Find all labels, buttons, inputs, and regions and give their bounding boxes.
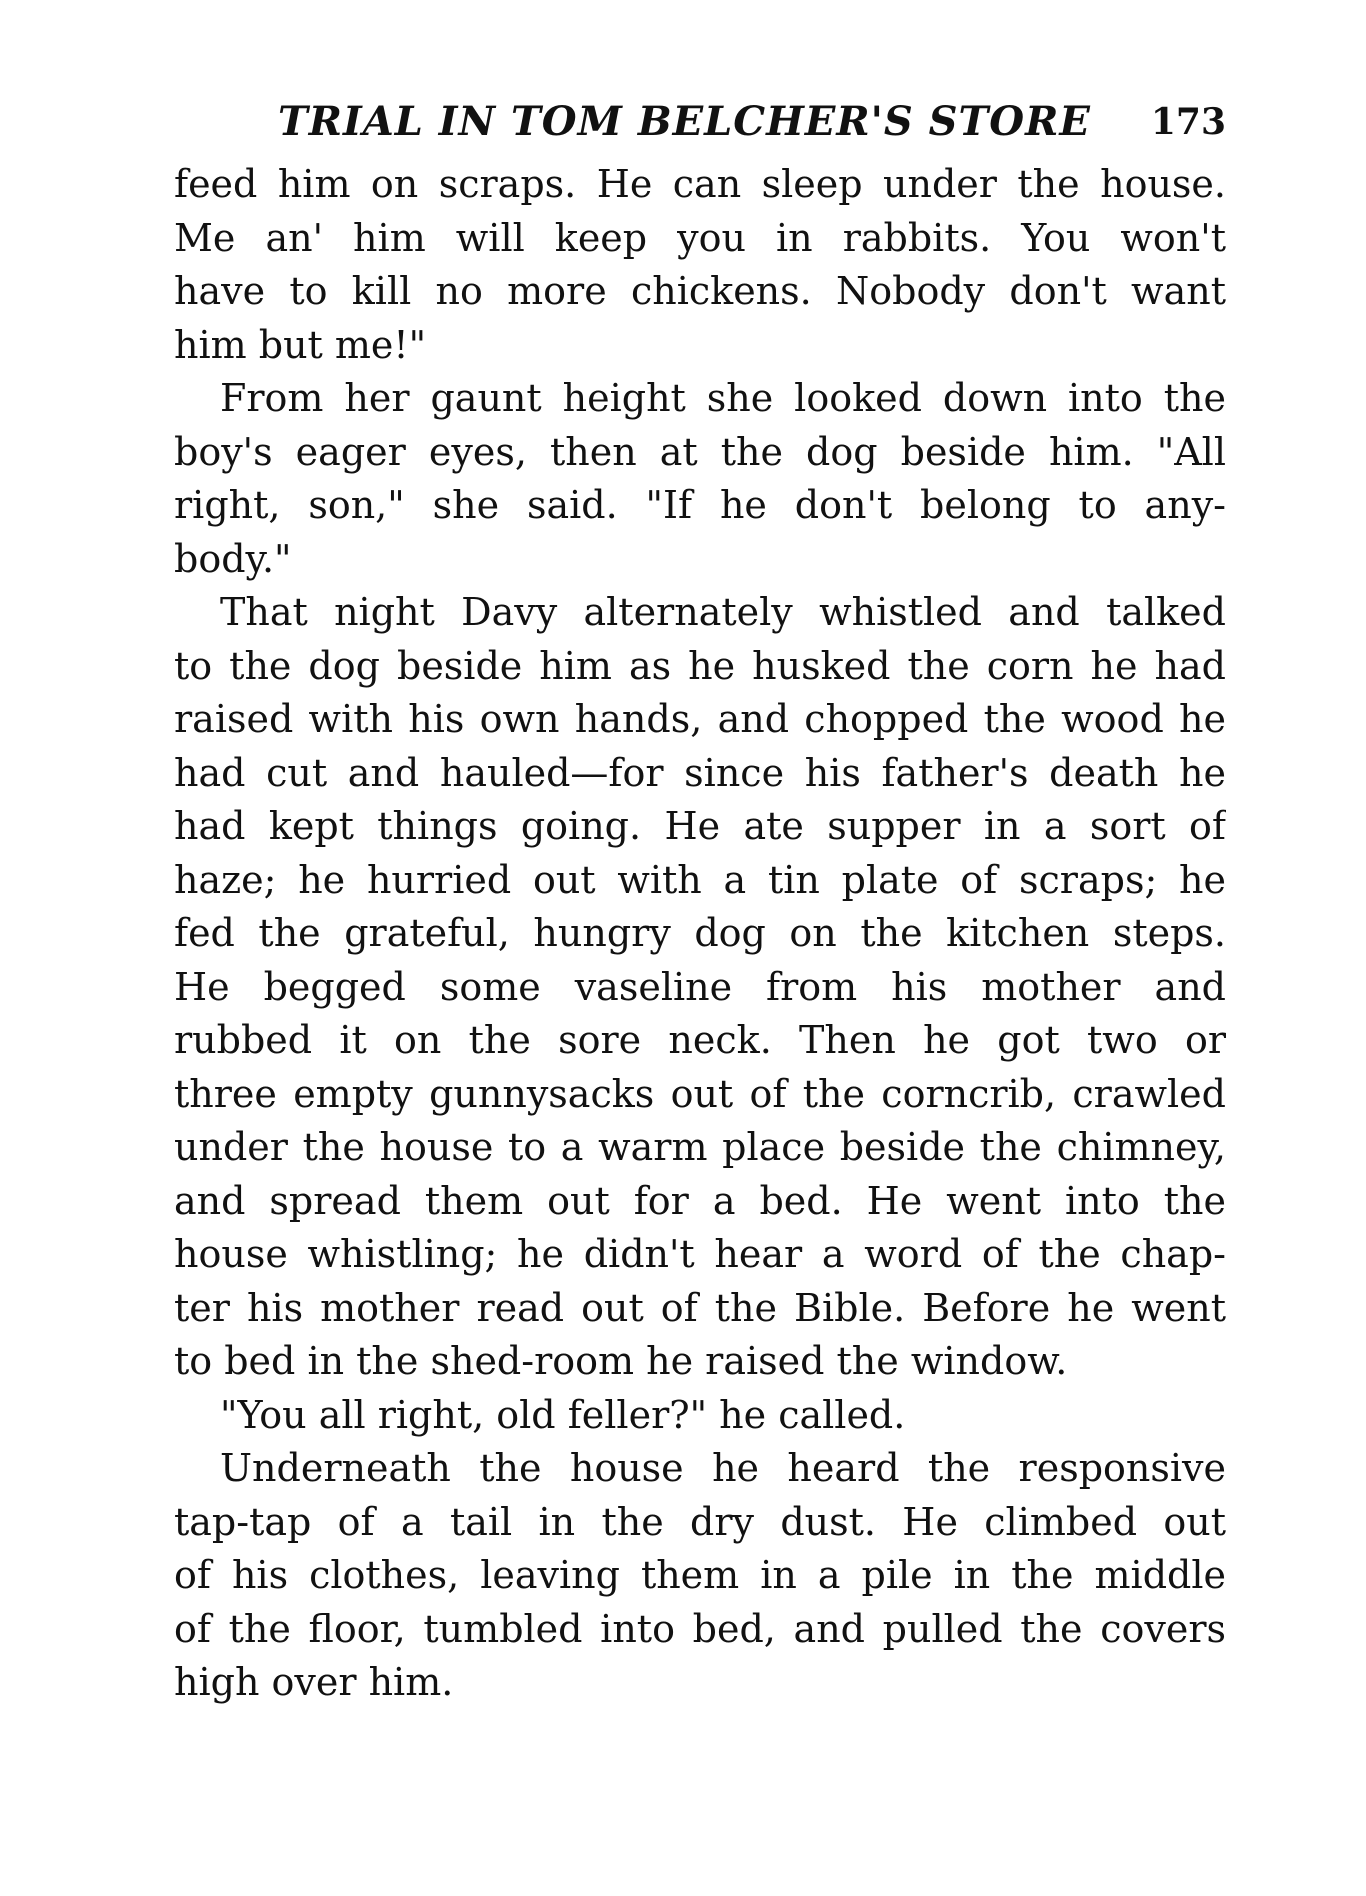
text-line: boy's eager eyes, then at the dog beside him. "All xyxy=(174,429,1226,474)
text-line: rubbed it on the sore neck. Then he got two or xyxy=(174,1018,1226,1062)
text-line: fed the grateful, hungry dog on the kitchen steps. xyxy=(174,911,1226,955)
text-line: three empty gunnysacks out of the corncrib, crawled xyxy=(174,1071,1226,1116)
text-line: tap-tap of a tail in the dry dust. He climbed out xyxy=(174,1499,1226,1544)
text-line: He begged some vaseline from his mother and xyxy=(174,964,1226,1009)
body-text xyxy=(174,158,1226,1710)
text-line: have to kill no more chickens. Nobody don't want xyxy=(174,269,1226,313)
text-line: Underneath the house he heard the responsive xyxy=(220,1446,1226,1490)
text-line: raised with his own hands, and chopped the wood he xyxy=(174,697,1226,741)
text-line: right, son," she said. "If he don't belong to any- xyxy=(174,483,1226,527)
text-line: feed him on scraps. He can sleep under the house. xyxy=(174,162,1226,206)
text-line: haze; he hurried out with a tin plate of scraps; he xyxy=(174,857,1226,902)
text-line: Me an' him will keep you in rabbits. You won't xyxy=(174,215,1226,260)
text-line: had cut and hauled—for since his father's death he xyxy=(174,750,1226,795)
text-line: of the floor, tumbled into bed, and pulled the covers xyxy=(174,1606,1226,1651)
page-number: 173 xyxy=(1150,101,1226,143)
text-line: and spread them out for a bed. He went into the xyxy=(174,1178,1226,1223)
text-line: That night Davy alternately whistled and talked xyxy=(220,590,1226,634)
text-line: had kept things going. He ate supper in a sort of xyxy=(174,804,1226,848)
text-line: house whistling; he didn't hear a word of the chap- xyxy=(174,1232,1226,1276)
text-line: under the house to a warm place beside the chimney, xyxy=(174,1125,1226,1169)
text-line: body." xyxy=(174,536,292,581)
running-title: TRIAL IN TOM BELCHER'S STORE xyxy=(278,98,1091,145)
text-line: "You all right, old feller?" he called. xyxy=(220,1392,906,1437)
text-line: him but me!" xyxy=(174,322,427,367)
text-line: ter his mother read out of the Bible. Before he went xyxy=(174,1285,1226,1330)
text-line: From her gaunt height she looked down into the xyxy=(220,376,1226,420)
text-line: to bed in the shed-room he raised the window. xyxy=(174,1339,1068,1383)
page-header xyxy=(174,92,1226,152)
text-line: to the dog beside him as he husked the corn he had xyxy=(174,643,1226,688)
text-line: high over him. xyxy=(174,1660,454,1704)
text-line: of his clothes, leaving them in a pile in the middle xyxy=(174,1553,1226,1597)
